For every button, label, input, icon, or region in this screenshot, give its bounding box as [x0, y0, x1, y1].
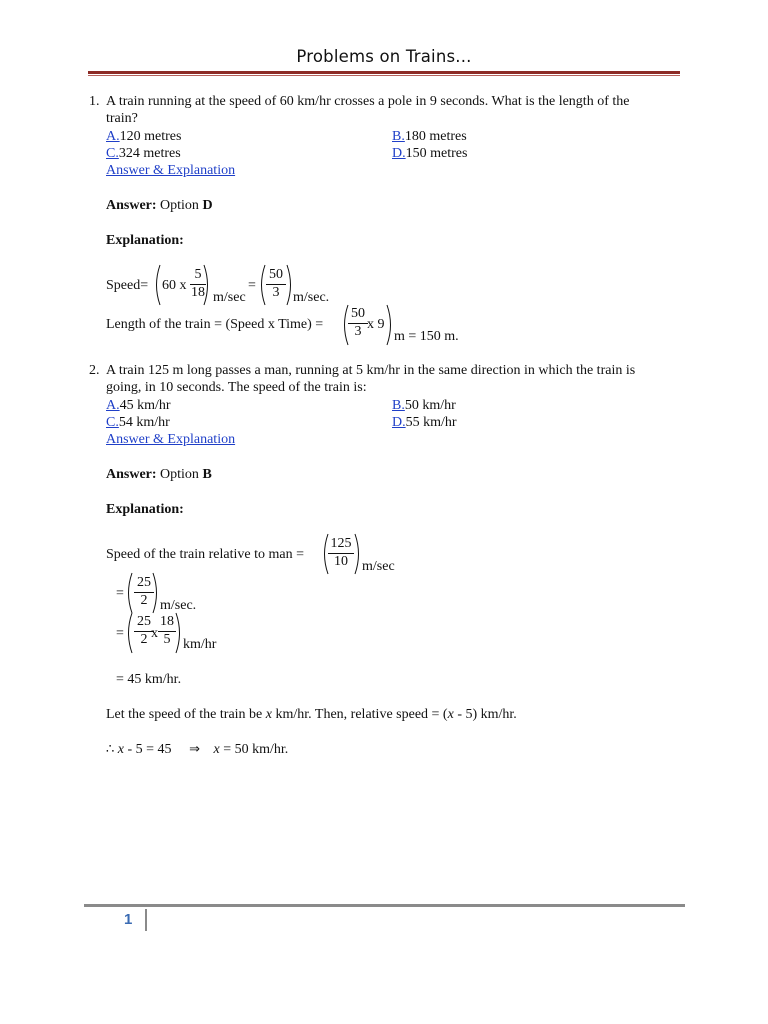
- page-number: 1: [124, 911, 133, 928]
- q1-fraction-50-3b: [347, 306, 369, 340]
- q2-final-a: - 5 = 45: [124, 742, 172, 757]
- q1-fraction-50-3: [265, 267, 287, 301]
- q2-answer-text: Option: [156, 467, 203, 482]
- q1-frac-den: 3: [354, 324, 362, 339]
- q2-rel-prefix: Speed of the train relative to man =: [106, 547, 304, 562]
- q1-option-b-text: 180 metres: [404, 129, 467, 144]
- q1-frac-den: 3: [272, 285, 280, 300]
- q1-option-b-label[interactable]: B.: [392, 129, 405, 144]
- q2-text-line1: A train 125 m long passes a man, running at 5 km/hr in the same direction in which the train is: [106, 363, 636, 378]
- q1-option-c-label[interactable]: C.: [106, 146, 119, 161]
- q2-frac-num: 25: [137, 575, 151, 590]
- q2-option-c-label[interactable]: C.: [106, 415, 119, 430]
- q2-let-x: x: [265, 707, 272, 722]
- q2-unit-kmhr: km/hr: [183, 637, 217, 652]
- q2-let-a: Let the speed of the train be: [106, 707, 266, 722]
- q1-unit-msec-dot: m/sec.: [293, 290, 330, 305]
- therefore-icon: ∴: [106, 742, 115, 757]
- footer-rule: [84, 904, 685, 907]
- fraction-bar: [328, 553, 354, 554]
- q1-option-d-text: 150 metres: [405, 146, 468, 161]
- fraction-bar: [348, 323, 368, 324]
- right-paren: [202, 264, 212, 306]
- q1-equals: =: [248, 278, 256, 293]
- q2-number: 2.: [89, 363, 100, 378]
- q1-x9: x 9: [367, 317, 385, 332]
- q2-option-d-label[interactable]: D.: [392, 415, 406, 430]
- q1-answer-label: Answer:: [106, 198, 157, 213]
- q1-frac-den: 18: [191, 285, 205, 300]
- q2-fraction-125-10: [327, 536, 355, 570]
- q2-frac-num: 18: [160, 614, 174, 629]
- q2-option-c-text: 54 km/hr: [118, 415, 170, 430]
- fraction-bar: [266, 284, 286, 285]
- q1-option-c-text: 324 metres: [118, 146, 181, 161]
- q2-unit-msec-dot: m/sec.: [160, 598, 197, 613]
- q2-answer-explanation-link[interactable]: Answer & Explanation: [106, 432, 236, 447]
- q1-option-c[interactable]: [106, 145, 181, 162]
- q2-let-statement: [106, 706, 517, 723]
- q1-length-result: m = 150 m.: [394, 329, 459, 344]
- q2-option-d[interactable]: [392, 414, 457, 431]
- q2-final-x: x: [117, 742, 124, 757]
- q2-let-x2: x: [447, 707, 454, 722]
- q2-equals: =: [116, 586, 124, 601]
- q2-option-b-label[interactable]: B.: [392, 398, 405, 413]
- q1-answer-explanation-link[interactable]: Answer & Explanation: [106, 163, 236, 178]
- q2-option-a-text: 45 km/hr: [119, 398, 171, 413]
- q1-explanation-label: Explanation:: [106, 233, 184, 248]
- q2-frac-den: 10: [334, 554, 348, 569]
- q2-final-b: = 50 km/hr.: [219, 742, 289, 757]
- q1-speed-60: 60 x: [162, 278, 187, 293]
- q1-length-prefix: Length of the train = (Speed x Time) =: [106, 317, 324, 332]
- q2-option-b-text: 50 km/hr: [404, 398, 456, 413]
- q2-option-a-label[interactable]: A.: [106, 398, 120, 413]
- page-number-divider: [145, 909, 147, 931]
- q1-number: 1.: [89, 94, 100, 109]
- q2-times: x: [151, 626, 158, 641]
- q1-answer-option: D: [202, 198, 213, 213]
- q1-unit-msec: m/sec: [213, 290, 246, 305]
- q1-frac-num: 50: [351, 306, 365, 321]
- q1-text-line2: train?: [106, 111, 138, 126]
- page-title: Problems on Trains...: [296, 47, 472, 66]
- q2-equals: =: [116, 626, 124, 641]
- q2-option-a[interactable]: [106, 397, 171, 414]
- q1-speed-prefix: Speed=: [106, 278, 149, 293]
- q2-frac-den: 2: [140, 632, 148, 647]
- q2-option-d-text: 55 km/hr: [405, 415, 457, 430]
- q2-frac-den: 5: [163, 632, 171, 647]
- q2-final-statement: [106, 741, 288, 758]
- q1-option-b[interactable]: [392, 128, 467, 145]
- q2-option-b[interactable]: [392, 397, 456, 414]
- q2-answer-label: Answer:: [106, 467, 157, 482]
- q1-answer: [106, 197, 213, 214]
- q1-option-a[interactable]: [106, 128, 181, 145]
- header-rule-thin: [88, 75, 680, 76]
- q2-let-b: km/hr. Then, relative speed = (: [272, 707, 448, 722]
- q1-answer-text: Option: [156, 198, 203, 213]
- q1-option-d-label[interactable]: D.: [392, 146, 406, 161]
- q1-frac-num: 5: [194, 267, 202, 282]
- q1-option-d[interactable]: [392, 145, 467, 162]
- q2-explanation-label: Explanation:: [106, 502, 184, 517]
- left-paren: [152, 264, 162, 306]
- q2-frac-num: 25: [137, 614, 151, 629]
- q2-result-45: = 45 km/hr.: [116, 672, 182, 687]
- q2-let-c: - 5) km/hr.: [453, 707, 517, 722]
- q2-final-x2: x: [213, 742, 220, 757]
- implies-icon: ⇒: [189, 742, 200, 757]
- q2-text-line2: going, in 10 seconds. The speed of the train is:: [106, 380, 367, 395]
- header-rule: [88, 71, 680, 74]
- q1-option-a-label[interactable]: A.: [106, 129, 120, 144]
- q2-option-c[interactable]: [106, 414, 170, 431]
- q2-answer-option: B: [202, 467, 212, 482]
- q1-frac-num: 50: [269, 267, 283, 282]
- q2-frac-den: 2: [140, 593, 148, 608]
- q2-answer: [106, 466, 212, 483]
- q2-frac-num: 125: [330, 536, 352, 551]
- q1-option-a-text: 120 metres: [119, 129, 182, 144]
- q1-text-line1: A train running at the speed of 60 km/hr crosses a pole in 9 seconds. What is the length of the: [106, 94, 630, 109]
- q2-unit-msec: m/sec: [362, 559, 395, 574]
